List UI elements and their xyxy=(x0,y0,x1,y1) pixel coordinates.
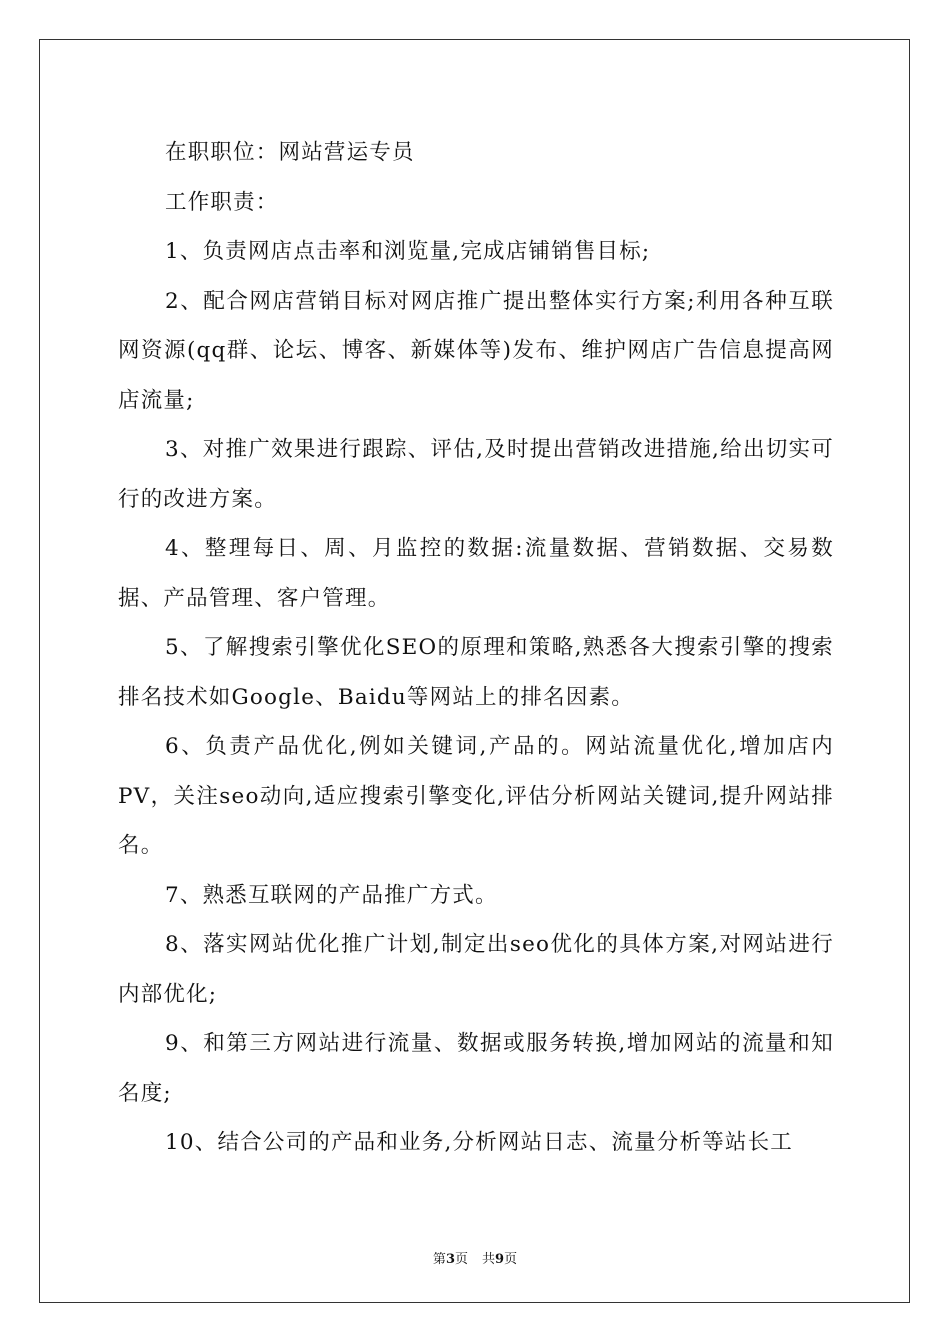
duty-item-4: 4、整理每日、周、月监控的数据:流量数据、营销数据、交易数据、产品管理、客户管理。 xyxy=(118,536,834,611)
total-prefix: 共 xyxy=(482,1252,496,1267)
duty-item-7: 7、熟悉互联网的产品推广方式。 xyxy=(165,882,498,908)
duty-item-5: 5、了解搜索引擎优化SEO的原理和策略,熟悉各大搜索引擎的搜索排名技术如Google、Baidu等网站上的排名因素。 xyxy=(118,635,834,710)
duty-item-10: 10、结合公司的产品和业务,分析网站日志、流量分析等站长工 xyxy=(165,1130,793,1155)
position-line: 在职职位：网站营运专员 xyxy=(165,140,415,165)
total-suffix: 页 xyxy=(504,1252,518,1267)
page-prefix: 第 xyxy=(432,1252,446,1267)
page-footer xyxy=(0,1248,950,1267)
duty-item-6: 6、负责产品优化,例如关键词,产品的。网站流量优化,增加店内PV，关注seo动向,适应搜索引擎变化,评估分析网站关键词,提升网站排名。 xyxy=(118,734,834,858)
duty-item-1: 1、负责网店点击率和浏览量,完成店铺销售目标; xyxy=(165,239,651,264)
duty-item-9: 9、和第三方网站进行流量、数据或服务转换,增加网站的流量和知名度; xyxy=(118,1031,834,1106)
document-body xyxy=(118,128,834,1168)
page-current: 3 xyxy=(445,1252,455,1267)
duty-item-3: 3、对推广效果进行跟踪、评估,及时提出营销改进措施,给出切实可行的改进方案。 xyxy=(118,437,834,512)
page-suffix: 页 xyxy=(454,1252,468,1267)
duty-item-2: 2、配合网店营销目标对网店推广提出整体实行方案;利用各种互联网资源(qq群、论坛、博客、新媒体等)发布、维护网店广告信息提高网店流量; xyxy=(118,288,834,413)
duties-heading: 工作职责： xyxy=(165,189,279,215)
page-total: 9 xyxy=(495,1252,505,1267)
duty-item-8: 8、落实网站优化推广计划,制定出seo优化的具体方案,对网站进行内部优化; xyxy=(118,932,834,1007)
